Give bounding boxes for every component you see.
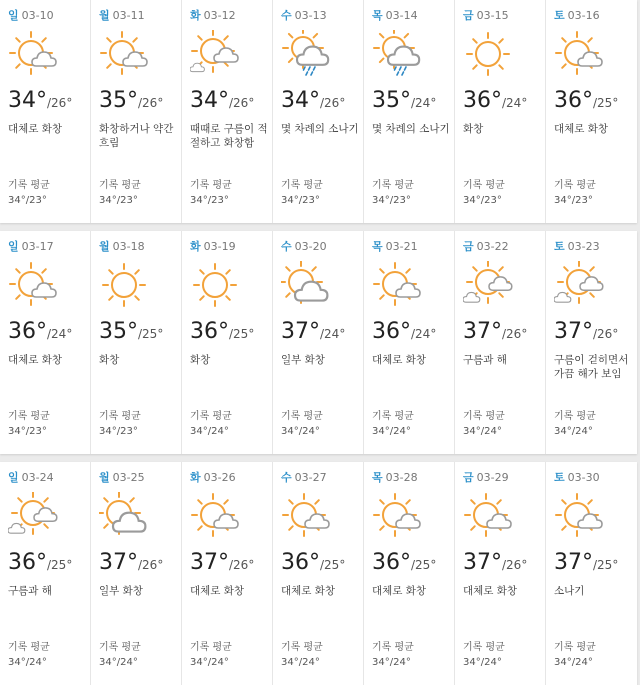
day-of-week: 수 (281, 240, 292, 253)
day-date (554, 469, 600, 485)
day-of-week: 금 (463, 240, 474, 253)
high-temp: 37° (99, 550, 138, 575)
record-value: 34°/23° (372, 195, 411, 206)
sun-small-cloud-icon (372, 492, 422, 542)
record-value: 34°/24° (281, 657, 320, 668)
high-temp: 36° (554, 88, 593, 113)
record-label: 기록 평균 (372, 411, 414, 422)
record-label: 기록 평균 (99, 642, 141, 653)
day-card[interactable] (182, 231, 273, 454)
temperature (190, 550, 254, 575)
low-temp: /24° (411, 96, 437, 110)
record-average (281, 178, 323, 208)
temperature (99, 550, 163, 575)
day-card[interactable] (546, 231, 637, 454)
date-label: 03-20 (294, 240, 327, 253)
record-average (463, 178, 505, 208)
record-average (554, 409, 596, 439)
day-date (554, 7, 600, 23)
low-temp: /26° (320, 96, 346, 110)
day-card[interactable] (273, 462, 364, 685)
day-card[interactable] (364, 231, 455, 454)
condition-text: 대체로 화창 (190, 585, 245, 597)
date-label: 03-18 (112, 240, 145, 253)
temperature (281, 319, 345, 344)
temperature (8, 319, 72, 344)
day-date (281, 238, 327, 254)
date-label: 03-10 (21, 9, 54, 22)
record-average (372, 178, 414, 208)
record-label: 기록 평균 (463, 180, 505, 191)
record-average (190, 640, 232, 670)
temperature (554, 319, 618, 344)
temperature (463, 319, 527, 344)
record-average (190, 409, 232, 439)
record-value: 34°/24° (99, 657, 138, 668)
sun-cloud-rain-icon (281, 30, 331, 80)
sun-cloud-rain-icon (372, 30, 422, 80)
day-card[interactable] (0, 0, 91, 223)
high-temp: 36° (190, 319, 229, 344)
day-date (190, 7, 236, 23)
record-value: 34°/23° (554, 195, 593, 206)
day-card[interactable] (273, 0, 364, 223)
date-label: 03-15 (476, 9, 509, 22)
day-date (8, 238, 54, 254)
record-value: 34°/24° (190, 657, 229, 668)
condition-text: 화창하거나 약간 흐림 (99, 123, 174, 149)
day-of-week: 토 (554, 240, 565, 253)
day-date (554, 238, 600, 254)
condition-text: 대체로 화창 (372, 354, 427, 366)
date-label: 03-12 (203, 9, 236, 22)
condition-text: 대체로 화창 (372, 585, 427, 597)
low-temp: /25° (593, 96, 619, 110)
day-card[interactable] (364, 462, 455, 685)
record-label: 기록 평균 (554, 642, 596, 653)
high-temp: 37° (463, 319, 502, 344)
record-average (463, 409, 505, 439)
day-of-week: 월 (99, 9, 110, 22)
record-average (554, 178, 596, 208)
sun-icon (190, 261, 240, 311)
day-of-week: 금 (463, 9, 474, 22)
record-label: 기록 평균 (8, 642, 50, 653)
temperature (99, 88, 163, 113)
temperature (281, 550, 345, 575)
high-temp: 36° (372, 550, 411, 575)
day-of-week: 금 (463, 471, 474, 484)
sun-big-cloud-icon (281, 261, 331, 311)
temperature (190, 88, 254, 113)
record-value: 34°/24° (190, 426, 229, 437)
week-row (0, 462, 637, 685)
low-temp: /26° (138, 558, 164, 572)
day-of-week: 토 (554, 9, 565, 22)
record-average (8, 640, 50, 670)
day-of-week: 화 (190, 9, 201, 22)
low-temp: /25° (320, 558, 346, 572)
date-label: 03-21 (385, 240, 418, 253)
condition-text: 화창 (99, 354, 120, 366)
condition-text: 대체로 화창 (8, 123, 63, 135)
date-label: 03-25 (112, 471, 145, 484)
low-temp: /24° (411, 327, 437, 341)
day-card[interactable] (91, 0, 182, 223)
day-date (8, 7, 54, 23)
day-card[interactable] (546, 462, 637, 685)
record-value: 34°/24° (372, 426, 411, 437)
record-average (190, 178, 232, 208)
record-value: 34°/24° (554, 657, 593, 668)
date-label: 03-14 (385, 9, 418, 22)
day-date (99, 469, 145, 485)
record-average (554, 640, 596, 670)
sun-small-cloud-icon (554, 30, 604, 80)
high-temp: 34° (8, 88, 47, 113)
day-of-week: 일 (8, 240, 19, 253)
record-value: 34°/23° (281, 195, 320, 206)
week-row (0, 0, 637, 223)
date-label: 03-17 (21, 240, 54, 253)
day-card[interactable] (182, 0, 273, 223)
record-average (463, 640, 505, 670)
day-date (8, 469, 54, 485)
record-value: 34°/23° (8, 426, 47, 437)
day-card[interactable] (91, 231, 182, 454)
date-label: 03-28 (385, 471, 418, 484)
day-of-week: 월 (99, 471, 110, 484)
sun-two-clouds-icon (8, 492, 58, 542)
temperature (190, 319, 254, 344)
day-of-week: 수 (281, 471, 292, 484)
day-date (463, 7, 509, 23)
record-value: 34°/24° (554, 426, 593, 437)
day-date (372, 469, 418, 485)
condition-text: 대체로 화창 (281, 585, 336, 597)
condition-text: 소나기 (554, 585, 585, 597)
high-temp: 36° (463, 88, 502, 113)
date-label: 03-30 (567, 471, 600, 484)
low-temp: /26° (502, 327, 528, 341)
low-temp: /25° (47, 558, 73, 572)
day-card[interactable] (182, 462, 273, 685)
condition-text: 때때로 구름이 적절하고 화창함 (190, 123, 268, 149)
record-value: 34°/23° (99, 195, 138, 206)
record-label: 기록 평균 (190, 642, 232, 653)
record-label: 기록 평균 (554, 411, 596, 422)
temperature (463, 88, 527, 113)
record-value: 34°/24° (463, 426, 502, 437)
condition-text: 몇 차례의 소나기 (372, 123, 450, 135)
temperature (99, 319, 163, 344)
condition-text: 몇 차례의 소나기 (281, 123, 359, 135)
condition-text: 구름이 걷히면서 가끔 해가 보임 (554, 354, 629, 380)
high-temp: 37° (554, 550, 593, 575)
record-average (8, 409, 50, 439)
high-temp: 35° (372, 88, 411, 113)
record-average (372, 640, 414, 670)
record-label: 기록 평균 (372, 642, 414, 653)
sun-icon (99, 261, 149, 311)
sun-small-cloud-icon (463, 492, 513, 542)
low-temp: /25° (411, 558, 437, 572)
day-date (463, 469, 509, 485)
date-label: 03-23 (567, 240, 600, 253)
day-of-week: 월 (99, 240, 110, 253)
record-value: 34°/23° (463, 195, 502, 206)
day-of-week: 수 (281, 9, 292, 22)
record-label: 기록 평균 (372, 180, 414, 191)
record-label: 기록 평균 (463, 642, 505, 653)
date-label: 03-16 (567, 9, 600, 22)
low-temp: /26° (47, 96, 73, 110)
date-label: 03-13 (294, 9, 327, 22)
record-label: 기록 평균 (99, 411, 141, 422)
day-date (281, 469, 327, 485)
day-of-week: 일 (8, 9, 19, 22)
condition-text: 화창 (190, 354, 211, 366)
low-temp: /26° (138, 96, 164, 110)
record-label: 기록 평균 (99, 180, 141, 191)
high-temp: 35° (99, 319, 138, 344)
high-temp: 36° (8, 550, 47, 575)
record-label: 기록 평균 (190, 411, 232, 422)
day-card[interactable] (455, 0, 546, 223)
day-of-week: 화 (190, 471, 201, 484)
day-of-week: 일 (8, 471, 19, 484)
record-average (281, 640, 323, 670)
day-date (372, 7, 418, 23)
record-average (99, 178, 141, 208)
condition-text: 구름과 해 (8, 585, 52, 597)
high-temp: 36° (372, 319, 411, 344)
temperature (8, 88, 72, 113)
day-card[interactable] (455, 462, 546, 685)
day-date (463, 238, 509, 254)
low-temp: /26° (229, 558, 255, 572)
high-temp: 36° (281, 550, 320, 575)
sun-two-clouds-icon (463, 261, 513, 311)
record-label: 기록 평균 (554, 180, 596, 191)
record-average (281, 409, 323, 439)
record-value: 34°/24° (463, 657, 502, 668)
sun-small-cloud-icon (281, 492, 331, 542)
low-temp: /25° (138, 327, 164, 341)
day-card[interactable] (455, 231, 546, 454)
date-label: 03-19 (203, 240, 236, 253)
high-temp: 35° (99, 88, 138, 113)
condition-text: 화창 (463, 123, 484, 135)
temperature (372, 319, 436, 344)
record-label: 기록 평균 (281, 180, 323, 191)
record-value: 34°/24° (372, 657, 411, 668)
high-temp: 36° (8, 319, 47, 344)
sun-two-clouds-icon (554, 261, 604, 311)
temperature (372, 88, 436, 113)
day-card[interactable] (364, 0, 455, 223)
date-label: 03-26 (203, 471, 236, 484)
record-average (372, 409, 414, 439)
date-label: 03-24 (21, 471, 54, 484)
sun-small-cloud-icon (190, 492, 240, 542)
condition-text: 일부 화창 (99, 585, 143, 597)
high-temp: 37° (281, 319, 320, 344)
day-of-week: 목 (372, 9, 383, 22)
record-value: 34°/24° (8, 657, 47, 668)
record-value: 34°/23° (190, 195, 229, 206)
high-temp: 37° (463, 550, 502, 575)
low-temp: /25° (229, 327, 255, 341)
record-label: 기록 평균 (190, 180, 232, 191)
sun-cloud-low-icon (190, 30, 240, 80)
day-of-week: 화 (190, 240, 201, 253)
record-label: 기록 평균 (281, 411, 323, 422)
temperature (281, 88, 345, 113)
temperature (8, 550, 72, 575)
day-of-week: 목 (372, 471, 383, 484)
record-average (99, 640, 141, 670)
day-card[interactable] (546, 0, 637, 223)
day-of-week: 토 (554, 471, 565, 484)
sun-small-cloud-icon (8, 30, 58, 80)
low-temp: /24° (320, 327, 346, 341)
sun-small-cloud-icon (8, 261, 58, 311)
condition-text: 대체로 화창 (463, 585, 518, 597)
condition-text: 대체로 화창 (8, 354, 63, 366)
high-temp: 34° (190, 88, 229, 113)
record-label: 기록 평균 (463, 411, 505, 422)
condition-text: 구름과 해 (463, 354, 507, 366)
record-value: 34°/23° (99, 426, 138, 437)
day-date (99, 238, 145, 254)
temperature (554, 550, 618, 575)
temperature (463, 550, 527, 575)
high-temp: 34° (281, 88, 320, 113)
high-temp: 37° (190, 550, 229, 575)
day-date (99, 7, 145, 23)
date-label: 03-11 (112, 9, 145, 22)
sun-small-cloud-icon (372, 261, 422, 311)
record-value: 34°/24° (281, 426, 320, 437)
low-temp: /26° (229, 96, 255, 110)
day-card[interactable] (91, 462, 182, 685)
temperature (554, 88, 618, 113)
sun-icon (463, 30, 513, 80)
sun-small-cloud-icon (99, 30, 149, 80)
date-label: 03-22 (476, 240, 509, 253)
date-label: 03-29 (476, 471, 509, 484)
record-average (8, 178, 50, 208)
sun-small-cloud-icon (554, 492, 604, 542)
week-row (0, 231, 637, 454)
low-temp: /26° (502, 558, 528, 572)
low-temp: /24° (47, 327, 73, 341)
record-label: 기록 평균 (8, 411, 50, 422)
record-label: 기록 평균 (8, 180, 50, 191)
day-card[interactable] (0, 231, 91, 454)
low-temp: /26° (593, 327, 619, 341)
day-date (190, 469, 236, 485)
low-temp: /24° (502, 96, 528, 110)
day-date (281, 7, 327, 23)
condition-text: 일부 화창 (281, 354, 325, 366)
record-average (99, 409, 141, 439)
record-value: 34°/23° (8, 195, 47, 206)
day-card[interactable] (0, 462, 91, 685)
low-temp: /25° (593, 558, 619, 572)
date-label: 03-27 (294, 471, 327, 484)
day-of-week: 목 (372, 240, 383, 253)
high-temp: 37° (554, 319, 593, 344)
temperature (372, 550, 436, 575)
condition-text: 대체로 화창 (554, 123, 609, 135)
day-date (372, 238, 418, 254)
day-date (190, 238, 236, 254)
sun-big-cloud-icon (99, 492, 149, 542)
record-label: 기록 평균 (281, 642, 323, 653)
day-card[interactable] (273, 231, 364, 454)
